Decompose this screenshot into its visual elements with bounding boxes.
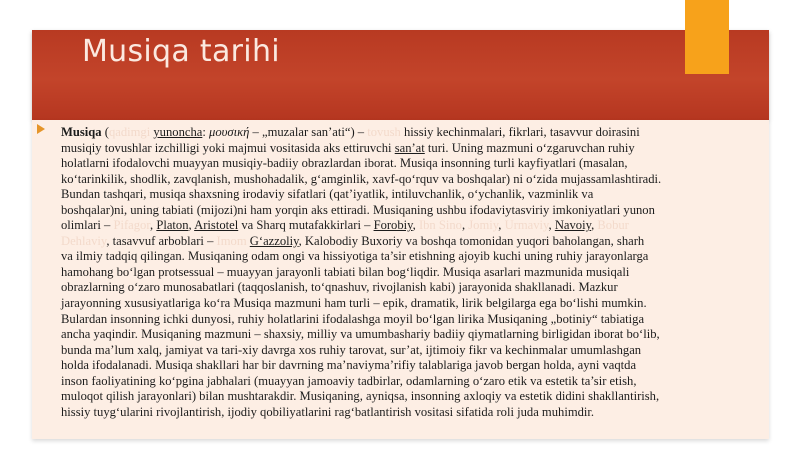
text-line: Bulardan insonning ichki dunyosi, ruhiy holatlarini ifodalashga moyil bo‘lgan lirika Musiqaning „botiniy“ tabiatiga bbox=[61, 311, 645, 326]
link-imom[interactable]: Imom bbox=[216, 233, 247, 248]
link-bobur[interactable]: Bobur bbox=[597, 218, 629, 233]
text-fragment: : bbox=[202, 125, 209, 139]
link-ibn-sino[interactable]: Ibn Sino bbox=[418, 218, 462, 233]
text-fragment: , bbox=[461, 218, 469, 233]
text-fragment: musiqiy tovushlar izchilligi yoki majmui vositasida aks ettiruvchi bbox=[61, 140, 395, 155]
link-yunoncha[interactable]: yunoncha bbox=[153, 125, 203, 139]
accent-tab bbox=[685, 0, 729, 74]
text-fragment: , Kalobodiy Buxoriy va boshqa tomonidan yuqori baholangan, sharh bbox=[298, 233, 645, 248]
link-gazzoliy[interactable]: G‘azzoliy bbox=[249, 233, 299, 248]
text-line: holda ifodalanadi. Musiqa shakllari har bir davrning ma’naviyma’rifiy talablariga javob bergan holda, ayni vaqtda bbox=[61, 358, 637, 373]
link-forobiy[interactable]: Forobiy bbox=[373, 218, 413, 233]
text-line: inson faoliyatining ko‘pgina jabhalari (muayyan jamoaviy tadbirlar, odamlarning o‘zaro etik va estetik ta’sir etish, bbox=[61, 373, 637, 388]
bullet-arrow-icon bbox=[37, 124, 45, 134]
link-tovush[interactable]: tovush bbox=[367, 125, 401, 139]
text-line: hamohang bo‘lgan protsessual – muayyan jarayonli tabiati bilan bog‘liqdir. Musiqa asarlari mazmunida musiqali bbox=[61, 264, 630, 279]
text-fragment: , bbox=[548, 218, 555, 233]
text-fragment: , tasavvuf arboblari – bbox=[106, 233, 217, 248]
text-line: jarayonning xususiyatlariga ko‘ra Musiqa mazmuni ham turli – epik, dramatik, lirik belgilarga ega bo‘lishi mumkin. bbox=[61, 296, 647, 311]
text-line bbox=[61, 234, 775, 250]
text-line: holatlarni ifodalovchi muayyan musiqiy-badiiy obrazlardan iborat. Musiqa insonning turli kayfiyatlari (masalan, bbox=[61, 156, 628, 171]
link-dehlaviy[interactable]: Dehlaviy bbox=[61, 233, 107, 248]
text-fragment: olimlari – bbox=[61, 218, 114, 233]
text-line: muloqot qilish jarayonlari) bilan mushtarakdir. Musiqaning, ayniqsa, insonning axloqiy va estetik didini shakllantirish, bbox=[61, 389, 660, 404]
text-fragment: , bbox=[150, 218, 157, 233]
text-fragment: hissiy kechinmalari, fikrlari, tasavvur doirasini bbox=[400, 125, 640, 139]
link-jomiy[interactable]: Jomiy bbox=[468, 218, 499, 233]
text-fragment: – „muzalar san’ati“) – bbox=[249, 125, 368, 139]
text-line: ko‘tarinkilik, shodlik, zavqlanish, mushohadalik, g‘amginlik, xavf-qo‘rquv va boshqalar) ni o‘zida mujassamlashtiradi. bbox=[61, 171, 662, 186]
text-line bbox=[61, 218, 775, 234]
text-line: boshqalar)ni, uning tabiati (mijozi)ni ham yorqin aks ettiradi. Musiqaning ushbu ifodaviytasviriy imkoniyatlari yunon bbox=[61, 202, 655, 217]
link-aristotel[interactable]: Aristotel bbox=[194, 218, 239, 233]
link-sanat[interactable]: san’at bbox=[394, 140, 425, 155]
text-line bbox=[61, 141, 775, 157]
text-fragment: ( bbox=[101, 125, 109, 139]
text-fragment: , bbox=[591, 218, 598, 233]
text-line: obrazlarning o‘zaro munosabatlari (taqqoslanish, to‘qnashuv, rivojlanish kabi) jarayonida shakllanadi. Mazkur bbox=[61, 280, 618, 295]
text-line: Bundan tashqari, musiqa shaxsning irodaviy sifatlari (qat’iyatlik, intiluvchanlik, o‘ychanlik, vazminlik va bbox=[61, 187, 594, 202]
text-line: ancha yaqindir. Musiqaning mazmuni – shaxsiy, milliy va umumbashariy badiiy qiymatlarning birligidan iborat bo‘lib, bbox=[61, 327, 660, 342]
text-line: bunda ma’lum xalq, jamiyat va tari-xiy davrga xos ruhiy tarovat, sur’at, ijtimoiy fikr va kechinmalar umumlashgan bbox=[61, 342, 642, 357]
term-musiqa: Musiqa bbox=[61, 125, 102, 139]
text-line bbox=[61, 125, 775, 141]
link-urmaviy[interactable]: Urmaviy bbox=[504, 218, 549, 233]
text-fragment: turi. Uning mazmuni o‘zgaruvchan ruhiy bbox=[424, 140, 635, 155]
slide-title: Musiqa tarihi bbox=[82, 34, 280, 69]
link-qadimgi[interactable]: qadimgi bbox=[108, 125, 151, 139]
text-line: va ilmiy tadqiq qilingan. Musiqaning odam ongi va hissiyotiga ta’sir etishning ajoyib kuchi uning ruhiy jarayonlarga bbox=[61, 249, 649, 264]
text-fragment: , bbox=[188, 218, 195, 233]
text-fragment: , bbox=[412, 218, 419, 233]
greek-word: μουσική bbox=[209, 125, 250, 139]
link-pifagor[interactable]: Pifagor bbox=[113, 218, 151, 233]
link-platon[interactable]: Platon bbox=[156, 218, 189, 233]
article-text bbox=[61, 125, 775, 420]
text-fragment: , bbox=[498, 218, 505, 233]
text-fragment: va Sharq mutafakkirlari – bbox=[238, 218, 374, 233]
text-line: hissiy tuyg‘ularini rivojlantirish, ijodiy qobiliyatlarini rag‘batlantirish vositasi sifatida roli juda muhimdir. bbox=[61, 404, 595, 419]
link-navoiy[interactable]: Navoiy bbox=[554, 218, 592, 233]
